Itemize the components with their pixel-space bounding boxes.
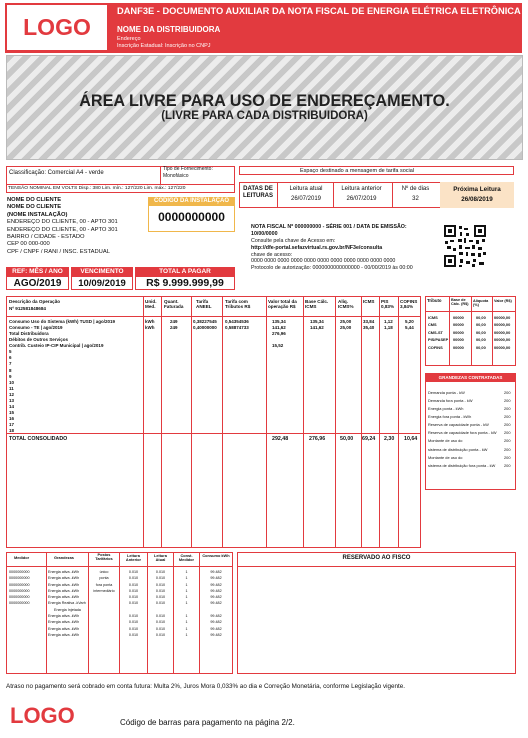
med-atual-col: 0.010 0.010 0.010 0.010 0.010 0.010 0.010 0.010 0.010 0.010 xyxy=(155,570,166,637)
item-unit: kWh xyxy=(145,325,155,331)
med-cell: 0000000000 xyxy=(9,570,30,574)
item-desc: 16 xyxy=(9,416,15,421)
install-code-label: CÓDIGO DA INSTALAÇÃO xyxy=(148,197,235,206)
tension-text: TENSÃO NOMINAL EM VOLTS Disp.: 380 Lim. mín.: 127/220 Lim. máx.: 127/220 xyxy=(8,186,186,191)
next-reading-label: Próxima Leitura xyxy=(453,186,501,193)
tributo-aliq: 00,00 xyxy=(476,315,486,320)
client-doc: CPF / CNPF / RANI / INSC. ESTADUAL xyxy=(7,248,110,255)
tributo-aliq: 00,00 xyxy=(476,329,486,335)
total-cofins: 10,64 xyxy=(404,436,418,442)
grandeza-label: Montante de uso do xyxy=(428,454,463,460)
tributo-base: 00000 xyxy=(453,315,464,320)
grandeza-value: 200 xyxy=(504,430,511,436)
tributo-aliq: 00,00 xyxy=(476,344,486,350)
nf-consult: Consulte pela chave de Acesso em: xyxy=(251,237,336,244)
col-base-header: Base Cálc. ICMS xyxy=(305,299,329,310)
distributor-ie: Inscrição Estadual: Inscrição no CNPJ xyxy=(117,43,211,49)
med-header-medidor: Medidor xyxy=(14,555,30,560)
total-aliq: 50,00 xyxy=(340,436,354,442)
item-valor: 135,34 xyxy=(272,319,286,324)
item-base: 135,34 xyxy=(310,319,324,324)
col-desc-header: Descrição da Operação xyxy=(9,299,61,304)
item-desc: Total Distribuidora xyxy=(9,331,49,337)
grandeza-label: Reserva de capacidade fora ponta - kW xyxy=(428,430,497,436)
item-desc: Consumo - TE | ago/2019 xyxy=(9,325,63,331)
grandeza-value: 200 xyxy=(504,454,511,460)
client-installation: (NOME INSTALAÇÃO) xyxy=(7,211,68,218)
ref-label: REF: MÊS / ANO xyxy=(6,267,69,276)
med-cell: 0000000000 xyxy=(9,576,30,581)
item-trib: 0,58874733 xyxy=(225,325,249,331)
client-cep: CEP 00 000-000 xyxy=(7,241,50,248)
med-cell: 0000000000 xyxy=(9,588,30,593)
item-qty: 249 xyxy=(170,319,178,324)
item-cofins: 5,44 xyxy=(405,325,414,331)
tributo-base: 00000 xyxy=(453,329,464,335)
item-desc: 9 xyxy=(9,373,12,379)
qty-col xyxy=(170,319,178,331)
item-cofins: 5,20 xyxy=(405,319,414,324)
client-address-2: ENDEREÇO DO CLIENTE, 00 - APTO 301 xyxy=(7,226,118,233)
tributo-name: ICMS xyxy=(428,315,438,320)
client-address: ENDEREÇO DO CLIENTE, 00 - APTO 301 xyxy=(7,219,118,226)
med-cell: ponta xyxy=(99,576,109,581)
total-consolidated-label: TOTAL CONSOLIDADO xyxy=(9,436,68,442)
nf-date: 10/00/0000 xyxy=(251,230,278,237)
med-header-consumo: Consumo kWh xyxy=(202,553,230,558)
nf-key-label: chave de acesso: xyxy=(251,251,293,258)
med-cell: Energia ativa -kWh xyxy=(48,595,80,600)
qr-code-icon xyxy=(443,224,487,268)
fisco-title: RESERVADO AO FISCO xyxy=(342,555,411,561)
pis-col xyxy=(384,319,393,331)
grandeza-label: Demanda ponta - kW xyxy=(428,390,465,395)
nf-title: NOTA FISCAL Nº 000000000 - SÉRIE 001 / DATA DE EMISSÃO: xyxy=(251,224,407,230)
med-header-postos: Postos Tarifários xyxy=(95,552,113,562)
logo: LOGO xyxy=(7,5,107,50)
grandezas-value-col xyxy=(504,389,511,470)
supply-type-value: Monofásico xyxy=(163,173,189,179)
med-cell: Energia ativa -kWh xyxy=(48,626,80,631)
tributo-valor: 00000,00 xyxy=(494,322,511,328)
icms-col xyxy=(363,319,374,331)
nf-key: 0000 0000 0000 0000 0000 0000 0000 0000 0000 0000 0000 xyxy=(251,258,396,265)
tributo-name: COFINS xyxy=(428,344,443,350)
med-cell: 0000000000 xyxy=(9,582,30,587)
med-cell: Energia ativa -kWh xyxy=(48,620,80,625)
med-cell: 0000000000 xyxy=(9,595,30,600)
due-label: VENCIMENTO xyxy=(71,267,133,276)
due-value: 10/09/2019 xyxy=(71,276,133,290)
tributo-aliq: 00,00 xyxy=(476,337,486,343)
current-reading-label: Leitura atual xyxy=(289,186,323,192)
total-valor: 292,48 xyxy=(272,436,289,442)
install-code: 0000000000 xyxy=(158,210,225,224)
tributo-valor: 00000,00 xyxy=(494,337,511,343)
col-valor-header: Valor total da operação R$ xyxy=(268,299,297,310)
med-cell: Energia ativa -kWh xyxy=(48,576,80,581)
tributos-base-col xyxy=(453,314,464,351)
tributo-base: 00000 xyxy=(453,322,464,328)
item-aliq: 25,00 xyxy=(340,325,352,331)
col-tarifa-header: Tarifa ANEEL xyxy=(196,299,212,310)
med-header-grandezas: Grandezas xyxy=(54,555,74,560)
med-const-col: 1 1 1 1 1 1 1 1 1 1 xyxy=(185,570,188,637)
tributo-valor-header: Valor (R$) xyxy=(494,299,512,303)
items-desc-col xyxy=(9,319,115,434)
med-header-const: Const. Medidor xyxy=(178,553,195,563)
med-cell: único xyxy=(99,570,109,574)
grandeza-label: Montante de uso do xyxy=(428,438,463,444)
tributo-name: CMS-ST xyxy=(428,329,443,335)
med-cell: Energia Injetada xyxy=(54,607,81,612)
item-desc: Consumo Uso do Sistema (kWh) TUSD | ago/2019 xyxy=(9,319,116,324)
item-base: 141,62 xyxy=(310,325,324,331)
cofins-col xyxy=(405,319,414,331)
grandeza-value: 200 xyxy=(504,462,511,468)
previous-reading-label: Leitura anterior xyxy=(341,186,382,192)
grandeza-label: sistema de distribuição ponta - kW xyxy=(428,446,488,452)
med-cell: Energia ativa -kWh xyxy=(48,582,80,587)
address-area xyxy=(6,55,523,160)
address-area-subtitle: (LIVRE PARA CADA DISTRIBUIDORA) xyxy=(161,110,368,123)
valor-col xyxy=(272,319,286,349)
total-value: R$ 9.999.999,99 xyxy=(135,276,235,290)
tributo-aliq: 00,00 xyxy=(476,322,486,328)
item-pis: 1,12 xyxy=(384,319,393,324)
col-trib-header: Tarifa com Tributos R$ xyxy=(225,299,251,310)
distributor-name: NOME DA DISTRIBUIDORA xyxy=(117,25,221,34)
item-qty: 249 xyxy=(170,325,178,331)
col-aliq-header: Alíq. ICMS% xyxy=(338,299,354,310)
total-icms: 69,24 xyxy=(362,436,376,442)
item-desc: 11 xyxy=(9,385,14,391)
col-pis-header: PIS 0,83% xyxy=(381,299,395,310)
med-cell: Energia ativa -kWh xyxy=(48,613,80,618)
item-icms: 35,40 xyxy=(363,325,375,331)
item-unit: kWh xyxy=(145,319,155,324)
med-cell: Energia Reativa -kVarh xyxy=(48,601,86,606)
med-grandeza-col xyxy=(48,569,86,638)
grandeza-label: sistema de distribuição fora ponta - kW xyxy=(428,462,496,468)
nf-info xyxy=(251,224,436,272)
unit-col xyxy=(145,319,155,331)
grandeza-label: Demanda fora ponta - kW xyxy=(428,398,473,404)
previous-reading-date: 26/07/2019 xyxy=(346,196,377,202)
current-reading-date: 26/07/2019 xyxy=(290,196,322,202)
med-cell: intermediário xyxy=(93,588,115,593)
next-reading-date: 26/08/2019 xyxy=(461,196,493,203)
grandezas-label-col xyxy=(428,389,497,470)
ref-value: AGO/2019 xyxy=(6,276,69,290)
med-cell: fora ponta xyxy=(95,582,113,587)
grandeza-value: 200 xyxy=(504,390,511,395)
aliq-col xyxy=(340,319,351,331)
med-header-anterior: Leitura Anterior xyxy=(125,553,142,563)
base-col xyxy=(310,319,324,331)
med-anterior-col: 0.010 0.010 0.010 0.010 0.010 0.010 0.010 0.010 0.010 0.010 xyxy=(128,570,139,637)
distributor-address: Endereço xyxy=(117,36,141,42)
items-code: Nº 912581848684 xyxy=(9,306,46,311)
client-info xyxy=(7,197,118,256)
med-medidor-col xyxy=(9,569,30,607)
grandeza-value: 200 xyxy=(504,414,511,420)
item-valor: 276,96 xyxy=(272,331,286,337)
grandeza-value: 200 xyxy=(504,406,511,412)
barcode-note: Código de barras para pagamento na página 2/2. xyxy=(120,718,295,727)
med-posto-col xyxy=(90,569,118,594)
item-desc: 5 xyxy=(9,349,12,355)
grandeza-value: 200 xyxy=(504,438,511,444)
item-tarifa: 0,40000000 xyxy=(193,325,217,331)
item-desc: 17 xyxy=(9,422,15,428)
col-unit-header: Unid. Med. xyxy=(145,299,157,310)
col-qty-header: Quant. Faturada xyxy=(164,299,184,310)
med-header-atual: Leitura Atual xyxy=(154,553,167,563)
tributo-valor: 00000,00 xyxy=(494,315,511,320)
col-cofins-header: COFINS 3,84% xyxy=(400,299,418,310)
tarifa-col xyxy=(193,319,217,331)
item-trib: 0,54354536 xyxy=(225,319,249,324)
item-desc: 13 xyxy=(9,397,15,403)
item-desc: 8 xyxy=(9,367,12,373)
tributo-base-header: Base de Cálc. (R$) xyxy=(451,298,469,307)
total-pis: 2,30 xyxy=(384,436,395,442)
item-desc: 10 xyxy=(9,379,15,385)
tributo-header: Tributo xyxy=(427,298,442,303)
item-desc: 14 xyxy=(9,403,15,409)
item-desc: 15 xyxy=(9,409,15,415)
item-desc: Contrib. Custeio IP-CIP Municipal | ago/2019 xyxy=(9,343,104,349)
classification-label: Classificação: Comercial A4 - verde xyxy=(9,170,104,176)
item-valor: 141,62 xyxy=(272,325,286,331)
item-tarifa: 0,38227545 xyxy=(193,319,217,324)
grandeza-value: 200 xyxy=(504,446,511,452)
nf-url: http://dfe-portal.sefazvirtual.rs.gov.br/NF3e/consulta xyxy=(251,244,383,251)
tributo-base: 00000 xyxy=(453,337,464,343)
days-value: 32 xyxy=(412,196,419,202)
item-icms: 33,84 xyxy=(363,319,375,324)
tariff-message: Espaço destinado a mensagem de tarifa social xyxy=(300,168,415,174)
trib-col xyxy=(225,319,249,331)
late-payment-note: Atraso no pagamento será cobrado em conta futura: Multa 2%, Juros Mora 0,033% ao dia e Correção Monetária, conforme Legislação vigente. xyxy=(6,683,406,690)
med-cell: Energia ativa -kWh xyxy=(48,588,80,593)
client-city: BAIRRO / CIDADE - ESTADO xyxy=(7,234,85,241)
item-pis: 1,18 xyxy=(384,325,393,331)
grandeza-value: 200 xyxy=(504,398,511,404)
grandezas-title: GRANDEZAS CONTRATADAS xyxy=(425,373,516,382)
readings-label: DATAS DE LEITURAS xyxy=(243,186,273,199)
days-label: Nº de dias xyxy=(401,186,430,192)
grandeza-label: Energia fora ponta - kWh xyxy=(428,414,472,420)
total-label: TOTAL A PAGAR xyxy=(135,267,235,276)
item-desc: 18 xyxy=(9,428,15,434)
tributo-base: 00000 xyxy=(453,344,464,350)
grandeza-label: Reserva de capacidade ponta - kW xyxy=(428,422,489,428)
tributo-valor: 00000,00 xyxy=(494,329,511,335)
tributo-name: PIS/PASEP xyxy=(428,337,449,343)
item-desc: 7 xyxy=(9,361,12,367)
total-base: 276,96 xyxy=(309,436,326,442)
grandeza-label: Energia ponta - kWh xyxy=(428,406,464,412)
document-title: DANF3E - DOCUMENTO AUXILIAR DA NOTA FISCAL DE ENERGIA ELÉTRICA ELETRÔNICA xyxy=(117,6,521,16)
col-icms-header: ICMS xyxy=(363,299,375,304)
tributo-aliq-header: Alíquota (%) xyxy=(473,299,489,308)
tributo-valor: 00000,00 xyxy=(494,344,511,350)
med-consumo-col: 99.482 99.482 99.482 99.482 99.482 99.482 99.482 99.482 99.482 99.482 xyxy=(210,570,222,637)
item-valor: 15,52 xyxy=(272,343,284,349)
nf-protocol: Protocolo de autorização: 0000000000000000 - 00/00/2019 às 00:00 xyxy=(251,265,413,272)
fisco-box xyxy=(237,552,516,674)
tributo-name: CMS xyxy=(428,322,437,328)
item-desc: 6 xyxy=(9,355,12,361)
med-cell: Energia ativa -kWh xyxy=(48,632,80,637)
address-area-title: ÁREA LIVRE PARA USO DE ENDEREÇAMENTO. xyxy=(79,91,450,110)
grandeza-value: 200 xyxy=(504,422,511,428)
tributos-aliq-col xyxy=(476,314,486,351)
supply-type-label: Tipo de Fornecimento: xyxy=(163,166,213,172)
client-name: NOME DO CLIENTE xyxy=(7,197,62,203)
client-name-2: NOME DO CLIENTE xyxy=(7,204,62,211)
med-cell: Energia ativa -kWh xyxy=(48,570,80,574)
footer-logo: LOGO xyxy=(10,703,75,728)
med-cell: 0000000000 xyxy=(9,601,30,606)
item-desc: 12 xyxy=(9,391,15,397)
tributos-valor-col xyxy=(494,314,510,351)
tributos-name-col xyxy=(428,314,448,351)
item-desc: Débitos de Outros Serviços xyxy=(9,337,69,343)
item-aliq: 25,00 xyxy=(340,319,352,324)
